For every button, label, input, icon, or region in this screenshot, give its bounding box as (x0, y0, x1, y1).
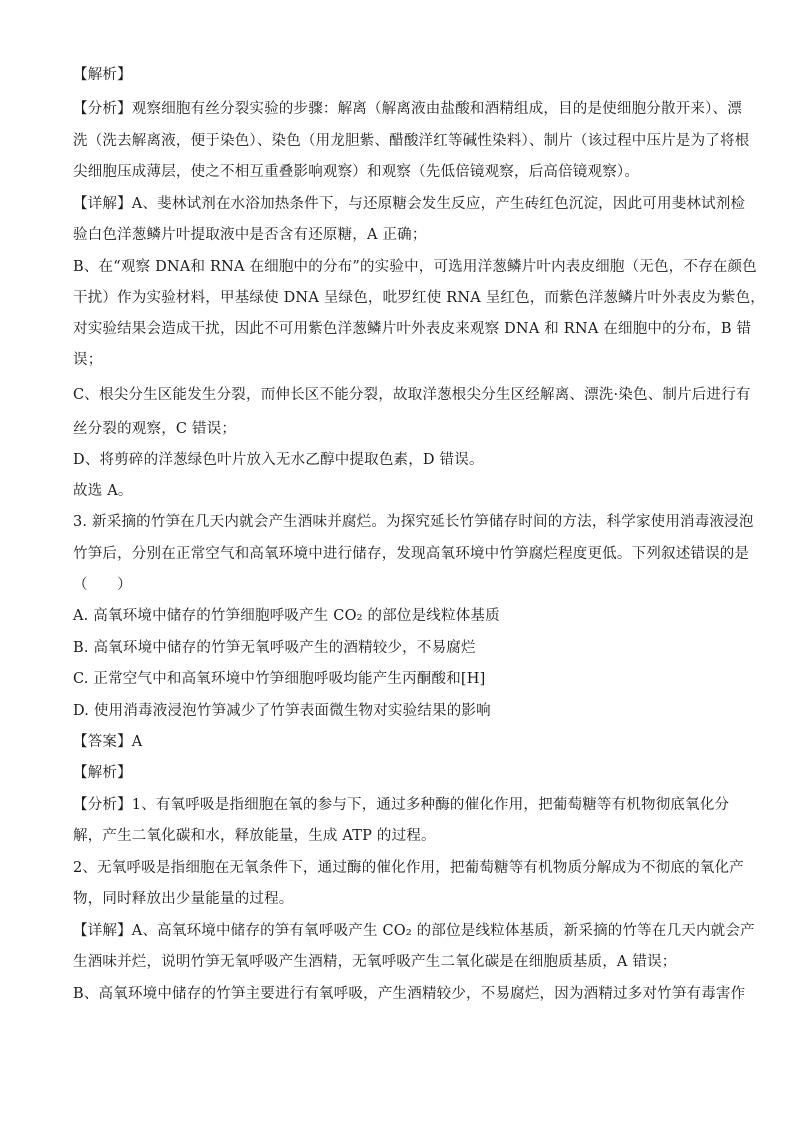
text-line: 生酒味并烂，说明竹笋无氧呼吸产生酒精，无氧呼吸产生二氧化碳是在细胞质基质，A 错误； (73, 954, 677, 970)
text-line: 验白色洋葱鳞片叶提取液中是否含有还原糖，A 正确； (73, 227, 427, 243)
text-line: 对实验结果会造成干扰，因此不可用紫色洋葱鳞片叶外表皮来观察 DNA 和 RNA 在细胞中的分布，B 错 (73, 321, 752, 337)
text-line: 干扰）作为实验材料，甲基绿使 DNA 呈绿色，吡罗红使 RNA 呈红色，而紫色洋葱鳞片叶外表皮为紫色， (73, 290, 765, 306)
option-d: D. 使用消毒液浸泡竹笋减少了竹笋表面微生物对实验结果的影响 (73, 703, 491, 719)
text-line: B、在“观察 DNA和 RNA 在细胞中的分布”的实验中，可选用洋葱鳞片叶内表皮细胞（无色，不存在颜色 (73, 259, 757, 275)
text-line: 【详解】A、高氧环境中储存的笋有氧呼吸产生 CO₂ 的部位是线粒体基质，新采摘的竹等在几天内就会产 (73, 923, 755, 939)
text-line: 【解析】 (73, 765, 132, 781)
text-line: 2、无氧呼吸是指细胞在无氧条件下，通过酶的催化作用，把葡萄糖等有机物质分解成为不彻底的氧化产 (73, 860, 744, 876)
text-line: 故选 A。 (73, 483, 133, 499)
text-line: 物，同时释放出少量能量的过程。 (73, 891, 294, 907)
text-line: 解，产生二氧化碳和水，释放能量，生成 ATP 的过程。 (73, 828, 436, 844)
text-line: 【分析】1、有氧呼吸是指细胞在氧的参与下，通过多种酶的催化作用，把葡萄糖等有机物彻底氧化分 (73, 797, 730, 813)
option-c: C. 正常空气中和高氧环境中竹笋细胞呼吸均能产生丙酮酸和[H] (73, 671, 486, 687)
question-line: 竹笋后，分别在正常空气和高氧环境中进行储存，发现高氧环境中竹笋腐烂程度更低。下列叙述错误的是 (73, 546, 750, 562)
answer-line: 【答案】A (73, 734, 143, 750)
text-line: 【详解】A、斐林试剂在水浴加热条件下，与还原糖会发生反应，产生砖红色沉淀，因此可用斐林试剂检 (73, 196, 746, 212)
text-line: 洗（洗去解离液，便于染色）、染色（用龙胆紫、醋酸洋红等碱性染料）、制片（该过程中压片是为了将根 (73, 133, 750, 149)
question-line: 3. 新采摘的竹笋在几天内就会产生酒味并腐烂。为探究延长竹笋储存时间的方法，科学家使用消毒液浸泡 (73, 514, 754, 530)
text-line: D、将剪碎的洋葱绿色叶片放入无水乙醇中提取色素，D 错误。 (73, 452, 484, 468)
text-line: 【解析】 (73, 67, 132, 83)
text-line: B、高氧环境中储存的竹笋主要进行有氧呼吸，产生酒精较少，不易腐烂，因为酒精过多对竹笋有毒害作 (73, 986, 746, 1002)
option-a: A. 高氧环境中储存的竹笋细胞呼吸产生 CO₂ 的部位是线粒体基质 (73, 608, 500, 624)
text-line: 丝分裂的观察，C 错误； (73, 421, 237, 437)
text-line: 误； (73, 352, 103, 368)
text-line: 【分析】观察细胞有丝分裂实验的步骤：解离（解离液由盐酸和酒精组成，目的是使细胞分散开来）、漂 (73, 101, 742, 117)
question-line: （ ） (73, 577, 132, 593)
option-b: B. 高氧环境中储存的竹笋无氧呼吸产生的酒精较少，不易腐烂 (73, 640, 476, 656)
text-line: 尖细胞压成薄层，使之不相互重叠影响观察）和观察（先低倍镜观察，后高倍镜观察）。 (73, 164, 640, 180)
text-line: C、根尖分生区能发生分裂，而伸长区不能分裂，故取洋葱根尖分生区经解离、漂洗·染色、制片后进行有 (73, 387, 751, 403)
